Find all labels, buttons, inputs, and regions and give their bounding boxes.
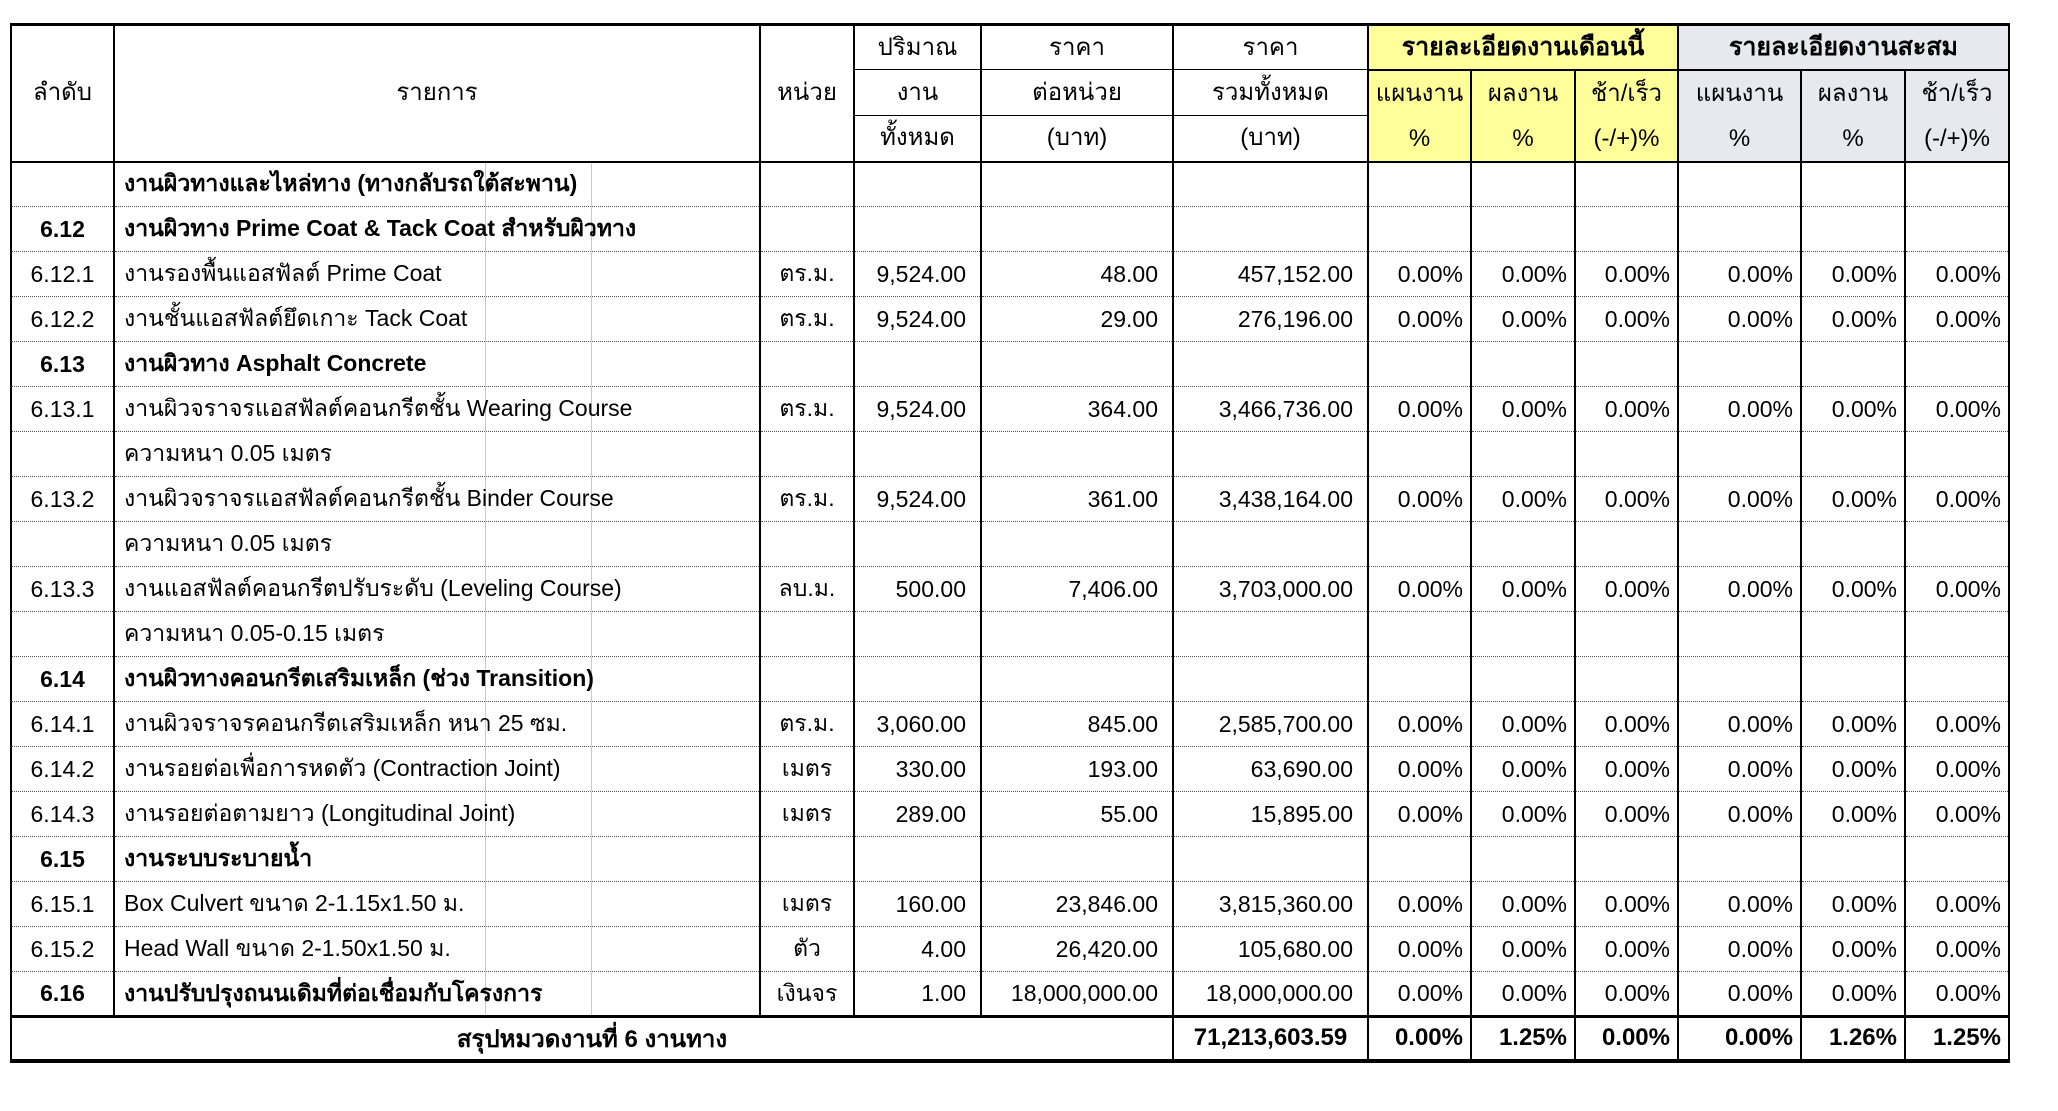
cell-total: 3,438,164.00 (1173, 477, 1368, 522)
cell-month-actual: 0.00% (1471, 477, 1575, 522)
cell-month-actual (1471, 162, 1575, 207)
cell-total (1173, 522, 1368, 567)
cell-cum-diff: 0.00% (1905, 387, 2009, 432)
table-row (11, 972, 2009, 1017)
cell-month-plan: 0.00% (1368, 747, 1471, 792)
cell-total: 3,815,360.00 (1173, 882, 1368, 927)
cell-unit: ตัว (760, 927, 854, 972)
header-cumulative-group: รายละเอียดงานสะสม (1678, 25, 2009, 70)
table-row (11, 657, 2009, 702)
cell-cum-actual (1801, 657, 1905, 702)
cell-cum-diff (1905, 207, 2009, 252)
cell-total: 276,196.00 (1173, 297, 1368, 342)
cell-month-actual: 0.00% (1471, 972, 1575, 1017)
table-row (11, 882, 2009, 927)
cell-unit (760, 612, 854, 657)
cell-month-diff: 0.00% (1575, 387, 1678, 432)
cell-unit-price: 364.00 (981, 387, 1173, 432)
header-month-plan-line1: แผนงาน (1375, 79, 1464, 107)
header-month-diff (1575, 70, 1678, 162)
header-month-plan-line2: % (1408, 124, 1431, 152)
cell-unit: ตร.ม. (760, 702, 854, 747)
cell-total: 18,000,000.00 (1173, 972, 1368, 1017)
cell-unit-price: 23,846.00 (981, 882, 1173, 927)
cell-unit-price (981, 342, 1173, 387)
cell-cum-plan (1678, 162, 1801, 207)
cell-cum-actual: 0.00% (1801, 702, 1905, 747)
cell-month-diff: 0.00% (1575, 252, 1678, 297)
cell-month-plan: 0.00% (1368, 702, 1471, 747)
cell-cum-actual: 0.00% (1801, 972, 1905, 1017)
cell-cum-diff (1905, 432, 2009, 477)
cell-unit (760, 657, 854, 702)
cell-unit-price: 7,406.00 (981, 567, 1173, 612)
cell-month-diff: 0.00% (1575, 297, 1678, 342)
cell-cum-actual (1801, 342, 1905, 387)
cell-month-actual (1471, 342, 1575, 387)
cell-item: งานรองพื้นแอสฟัลต์ Prime Coat (114, 252, 760, 297)
cell-month-plan: 0.00% (1368, 297, 1471, 342)
cell-month-plan (1368, 162, 1471, 207)
cell-unit (760, 342, 854, 387)
cell-no: 6.14.1 (11, 702, 114, 747)
cell-item: ความหนา 0.05-0.15 เมตร (114, 612, 760, 657)
cell-unit-price (981, 207, 1173, 252)
cell-unit-price (981, 657, 1173, 702)
cell-month-actual: 0.00% (1471, 882, 1575, 927)
cell-month-actual (1471, 657, 1575, 702)
cell-cum-diff (1905, 657, 2009, 702)
cell-month-diff (1575, 522, 1678, 567)
cell-cum-actual: 0.00% (1801, 387, 1905, 432)
cell-qty (854, 432, 981, 477)
cell-unit-price: 55.00 (981, 792, 1173, 837)
cell-no: 6.14.2 (11, 747, 114, 792)
cell-unit-price: 18,000,000.00 (981, 972, 1173, 1017)
cell-month-plan: 0.00% (1368, 567, 1471, 612)
cell-cum-diff: 0.00% (1905, 567, 2009, 612)
cell-cum-actual: 0.00% (1801, 297, 1905, 342)
header-month-diff-line2: (-/+)% (1593, 124, 1660, 152)
table-row (11, 297, 2009, 342)
cell-no: 6.13.2 (11, 477, 114, 522)
header-month-actual-line1: ผลงาน (1487, 79, 1559, 107)
cell-no: 6.16 (11, 972, 114, 1017)
cell-unit (760, 207, 854, 252)
cell-total (1173, 837, 1368, 882)
table-row (11, 342, 2009, 387)
cell-month-actual (1471, 207, 1575, 252)
cell-qty: 289.00 (854, 792, 981, 837)
cell-no: 6.14.3 (11, 792, 114, 837)
cell-cum-plan (1678, 837, 1801, 882)
cell-item: งานผิวจราจรคอนกรีตเสริมเหล็ก หนา 25 ซม. (114, 702, 760, 747)
cell-month-plan (1368, 612, 1471, 657)
cell-month-actual (1471, 837, 1575, 882)
header-cum-actual (1801, 70, 1905, 162)
cell-qty (854, 522, 981, 567)
cell-unit-price: 29.00 (981, 297, 1173, 342)
cell-qty: 500.00 (854, 567, 981, 612)
cell-unit: เมตร (760, 747, 854, 792)
cell-item: งานรอยต่อเพื่อการหดตัว (Contraction Joint) (114, 747, 760, 792)
cell-cum-actual (1801, 522, 1905, 567)
cell-total: 63,690.00 (1173, 747, 1368, 792)
cell-item: งานปรับปรุงถนนเดิมที่ต่อเชื่อมกับโครงการ (114, 972, 760, 1017)
cell-month-actual (1471, 432, 1575, 477)
summary-cell-cum-plan: 0.00% (1678, 1017, 1801, 1061)
cell-unit-price (981, 432, 1173, 477)
cell-cum-diff: 0.00% (1905, 477, 2009, 522)
cell-total: 2,585,700.00 (1173, 702, 1368, 747)
cell-cum-actual (1801, 162, 1905, 207)
summary-cell-cum-diff: 1.25% (1905, 1017, 2009, 1061)
cell-cum-diff: 0.00% (1905, 747, 2009, 792)
cell-cum-plan (1678, 522, 1801, 567)
cell-cum-actual: 0.00% (1801, 252, 1905, 297)
cell-unit-price: 48.00 (981, 252, 1173, 297)
cell-cum-diff (1905, 342, 2009, 387)
cell-cum-diff (1905, 837, 2009, 882)
cell-unit (760, 432, 854, 477)
cell-cum-plan: 0.00% (1678, 927, 1801, 972)
cell-month-diff: 0.00% (1575, 702, 1678, 747)
cell-cum-plan: 0.00% (1678, 747, 1801, 792)
header-month-plan (1368, 70, 1471, 162)
cell-item: Head Wall ขนาด 2-1.50x1.50 ม. (114, 927, 760, 972)
cell-qty (854, 657, 981, 702)
cell-unit-price (981, 162, 1173, 207)
cell-month-actual (1471, 522, 1575, 567)
cell-total: 457,152.00 (1173, 252, 1368, 297)
cell-item: ความหนา 0.05 เมตร (114, 522, 760, 567)
summary-cell-month-actual: 1.25% (1471, 1017, 1575, 1061)
cell-qty: 3,060.00 (854, 702, 981, 747)
cell-cum-diff: 0.00% (1905, 297, 2009, 342)
cell-cum-actual: 0.00% (1801, 882, 1905, 927)
header-total-line3: (บาท) (1173, 116, 1368, 162)
table-row (11, 567, 2009, 612)
cell-qty: 160.00 (854, 882, 981, 927)
cell-no: 6.15 (11, 837, 114, 882)
cell-cum-actual (1801, 432, 1905, 477)
table-row (11, 252, 2009, 297)
table-header (11, 25, 2009, 162)
table-row (11, 747, 2009, 792)
cell-no: 6.12.1 (11, 252, 114, 297)
cell-month-plan (1368, 657, 1471, 702)
cell-month-plan (1368, 207, 1471, 252)
header-qty-line3: ทั้งหมด (854, 116, 981, 162)
cell-unit (760, 837, 854, 882)
cell-cum-actual: 0.00% (1801, 477, 1905, 522)
cell-month-diff: 0.00% (1575, 972, 1678, 1017)
header-cum-diff (1905, 70, 2009, 162)
header-unit-price-line1: ราคา (981, 25, 1173, 70)
table-row (11, 522, 2009, 567)
cell-qty (854, 837, 981, 882)
cell-unit-price (981, 522, 1173, 567)
cell-month-plan (1368, 342, 1471, 387)
cell-total (1173, 207, 1368, 252)
table-row (11, 162, 2009, 207)
header-cum-diff-line2: (-/+)% (1924, 124, 1990, 152)
cell-month-diff (1575, 657, 1678, 702)
cell-qty: 9,524.00 (854, 297, 981, 342)
table-row (11, 927, 2009, 972)
cell-month-actual: 0.00% (1471, 252, 1575, 297)
cell-month-plan: 0.00% (1368, 927, 1471, 972)
cell-total (1173, 657, 1368, 702)
cell-unit-price: 26,420.00 (981, 927, 1173, 972)
cell-cum-plan: 0.00% (1678, 792, 1801, 837)
cell-cum-plan: 0.00% (1678, 972, 1801, 1017)
cell-item: งานแอสฟัลต์คอนกรีตปรับระดับ (Leveling Course) (114, 567, 760, 612)
cell-month-diff (1575, 342, 1678, 387)
cell-month-plan: 0.00% (1368, 792, 1471, 837)
cell-cum-plan: 0.00% (1678, 297, 1801, 342)
table-row (11, 477, 2009, 522)
cell-total: 3,703,000.00 (1173, 567, 1368, 612)
cell-month-actual: 0.00% (1471, 387, 1575, 432)
header-month-diff-line1: ช้า/เร็ว (1590, 79, 1662, 107)
cell-unit (760, 162, 854, 207)
cell-month-diff (1575, 162, 1678, 207)
header-cum-plan (1678, 70, 1801, 162)
cell-month-actual: 0.00% (1471, 567, 1575, 612)
cell-cum-actual: 0.00% (1801, 792, 1905, 837)
summary-cell-month-diff: 0.00% (1575, 1017, 1678, 1061)
cell-unit: ตร.ม. (760, 387, 854, 432)
cell-month-diff (1575, 432, 1678, 477)
cell-unit: เงินจร (760, 972, 854, 1017)
summary-cell-month-plan: 0.00% (1368, 1017, 1471, 1061)
cell-no: 6.13.1 (11, 387, 114, 432)
table-row (11, 837, 2009, 882)
cell-no (11, 432, 114, 477)
cell-total: 3,466,736.00 (1173, 387, 1368, 432)
cell-item: งานระบบระบายน้ำ (114, 837, 760, 882)
cell-unit-price: 193.00 (981, 747, 1173, 792)
cell-month-actual: 0.00% (1471, 747, 1575, 792)
cell-cum-diff: 0.00% (1905, 252, 2009, 297)
cell-month-plan (1368, 837, 1471, 882)
cell-item: งานผิวจราจรแอสฟัลต์คอนกรีตชั้น Wearing Course (114, 387, 760, 432)
cell-cum-plan (1678, 342, 1801, 387)
cell-qty: 4.00 (854, 927, 981, 972)
cell-unit: เมตร (760, 882, 854, 927)
cell-qty: 330.00 (854, 747, 981, 792)
cell-month-diff: 0.00% (1575, 567, 1678, 612)
header-unit: หน่วย (760, 25, 854, 162)
cell-total: 105,680.00 (1173, 927, 1368, 972)
cell-cum-actual (1801, 207, 1905, 252)
cell-cum-plan (1678, 612, 1801, 657)
cell-item: Box Culvert ขนาด 2-1.15x1.50 ม. (114, 882, 760, 927)
cell-cum-diff: 0.00% (1905, 882, 2009, 927)
cell-no: 6.12.2 (11, 297, 114, 342)
cell-cum-diff: 0.00% (1905, 972, 2009, 1017)
cell-month-diff: 0.00% (1575, 477, 1678, 522)
header-month-group: รายละเอียดงานเดือนนี้ (1368, 25, 1678, 70)
cell-cum-diff: 0.00% (1905, 927, 2009, 972)
summary-cell-cum-actual: 1.26% (1801, 1017, 1905, 1061)
header-total-line2: รวมทั้งหมด (1173, 70, 1368, 116)
cell-qty: 9,524.00 (854, 252, 981, 297)
cell-unit-price: 845.00 (981, 702, 1173, 747)
cell-total (1173, 432, 1368, 477)
cell-item: งานผิวทางและไหล่ทาง (ทางกลับรถใต้สะพาน) (114, 162, 760, 207)
cell-month-diff (1575, 837, 1678, 882)
cell-total (1173, 612, 1368, 657)
summary-row (11, 1017, 2009, 1061)
summary-total: 71,213,603.59 (1173, 1017, 1368, 1061)
cell-cum-plan (1678, 432, 1801, 477)
cell-month-actual: 0.00% (1471, 702, 1575, 747)
cell-qty (854, 342, 981, 387)
cell-cum-plan: 0.00% (1678, 252, 1801, 297)
cell-cum-plan: 0.00% (1678, 477, 1801, 522)
cell-unit-price (981, 612, 1173, 657)
cell-month-actual (1471, 612, 1575, 657)
header-item: รายการ (114, 25, 760, 162)
cell-cum-plan: 0.00% (1678, 387, 1801, 432)
cell-cum-plan: 0.00% (1678, 702, 1801, 747)
cell-no: 6.13.3 (11, 567, 114, 612)
header-unit-price-line2: ต่อหน่วย (981, 70, 1173, 116)
cell-cum-diff: 0.00% (1905, 792, 2009, 837)
cell-no (11, 612, 114, 657)
summary-label: สรุปหมวดงานที่ 6 งานทาง (11, 1017, 1173, 1061)
table-row (11, 702, 2009, 747)
cell-cum-diff (1905, 522, 2009, 567)
header-qty-line2: งาน (854, 70, 981, 116)
cell-unit (760, 522, 854, 567)
cell-total: 15,895.00 (1173, 792, 1368, 837)
header-no: ลำดับ (11, 25, 114, 162)
cell-item: งานผิวทาง Asphalt Concrete (114, 342, 760, 387)
cell-month-diff (1575, 612, 1678, 657)
cell-cum-diff (1905, 162, 2009, 207)
cell-qty (854, 162, 981, 207)
cell-item: งานผิวจราจรแอสฟัลต์คอนกรีตชั้น Binder Course (114, 477, 760, 522)
cell-month-diff (1575, 207, 1678, 252)
header-cum-actual-line1: ผลงาน (1817, 79, 1889, 107)
cell-no: 6.12 (11, 207, 114, 252)
cell-qty: 9,524.00 (854, 477, 981, 522)
cell-unit: ตร.ม. (760, 477, 854, 522)
header-month-actual (1471, 70, 1575, 162)
cell-cum-diff (1905, 612, 2009, 657)
cell-month-plan (1368, 432, 1471, 477)
cell-cum-plan (1678, 657, 1801, 702)
cell-unit: ตร.ม. (760, 297, 854, 342)
cell-cum-diff: 0.00% (1905, 702, 2009, 747)
header-cum-actual-line2: % (1842, 124, 1864, 152)
cell-no: 6.14 (11, 657, 114, 702)
cell-month-plan: 0.00% (1368, 252, 1471, 297)
cell-month-actual: 0.00% (1471, 792, 1575, 837)
cell-month-plan: 0.00% (1368, 387, 1471, 432)
cell-month-plan (1368, 522, 1471, 567)
cell-cum-actual: 0.00% (1801, 567, 1905, 612)
cell-cum-plan: 0.00% (1678, 567, 1801, 612)
cell-qty (854, 612, 981, 657)
cell-qty: 1.00 (854, 972, 981, 1017)
cell-month-plan: 0.00% (1368, 882, 1471, 927)
cell-no: 6.15.1 (11, 882, 114, 927)
table-row (11, 387, 2009, 432)
table-row (11, 207, 2009, 252)
cell-cum-actual (1801, 612, 1905, 657)
progress-report-table (10, 23, 2010, 1063)
cell-month-plan: 0.00% (1368, 972, 1471, 1017)
table-row (11, 432, 2009, 477)
cell-qty (854, 207, 981, 252)
header-qty-line1: ปริมาณ (854, 25, 981, 70)
cell-item: งานรอยต่อตามยาว (Longitudinal Joint) (114, 792, 760, 837)
cell-unit-price (981, 837, 1173, 882)
header-total-line1: ราคา (1173, 25, 1368, 70)
cell-month-diff: 0.00% (1575, 927, 1678, 972)
cell-item: งานผิวทาง Prime Coat & Tack Coat สำหรับผิวทาง (114, 207, 760, 252)
cell-total (1173, 342, 1368, 387)
cell-month-plan: 0.00% (1368, 477, 1471, 522)
cell-no (11, 162, 114, 207)
header-unit-price-line3: (บาท) (981, 116, 1173, 162)
table-row (11, 612, 2009, 657)
cell-qty: 9,524.00 (854, 387, 981, 432)
cell-item: งานชั้นแอสฟัลต์ยึดเกาะ Tack Coat (114, 297, 760, 342)
table-row (11, 792, 2009, 837)
cell-month-diff: 0.00% (1575, 747, 1678, 792)
cell-no: 6.13 (11, 342, 114, 387)
cell-unit-price: 361.00 (981, 477, 1173, 522)
cell-cum-plan: 0.00% (1678, 882, 1801, 927)
cell-month-diff: 0.00% (1575, 792, 1678, 837)
cell-item: ความหนา 0.05 เมตร (114, 432, 760, 477)
cell-unit: ตร.ม. (760, 252, 854, 297)
cell-cum-actual (1801, 837, 1905, 882)
table-body (11, 162, 2009, 1061)
cell-month-diff: 0.00% (1575, 882, 1678, 927)
cell-cum-actual: 0.00% (1801, 927, 1905, 972)
header-cum-plan-line1: แผนงาน (1695, 79, 1784, 107)
cell-total (1173, 162, 1368, 207)
cell-month-actual: 0.00% (1471, 297, 1575, 342)
cell-cum-actual: 0.00% (1801, 747, 1905, 792)
cell-cum-plan (1678, 207, 1801, 252)
header-cum-plan-line2: % (1728, 124, 1751, 152)
cell-unit: ลบ.ม. (760, 567, 854, 612)
cell-month-actual: 0.00% (1471, 927, 1575, 972)
cell-item: งานผิวทางคอนกรีตเสริมเหล็ก (ช่วง Transition) (114, 657, 760, 702)
cell-unit: เมตร (760, 792, 854, 837)
cell-no: 6.15.2 (11, 927, 114, 972)
cell-no (11, 522, 114, 567)
header-month-actual-line2: % (1512, 124, 1534, 152)
header-cum-diff-line1: ช้า/เร็ว (1921, 79, 1993, 107)
